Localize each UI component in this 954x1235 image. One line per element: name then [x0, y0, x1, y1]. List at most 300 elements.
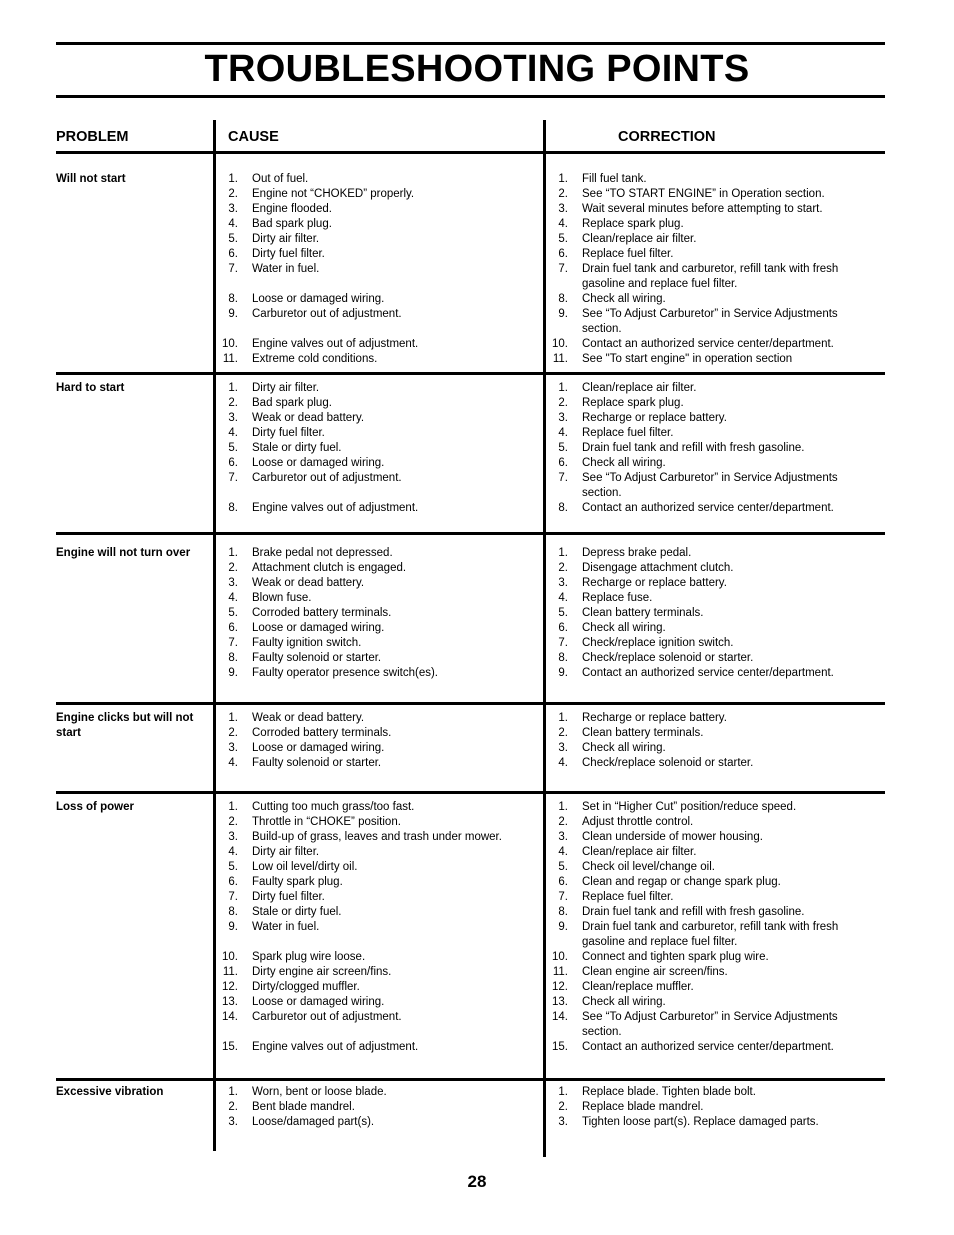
cause-item — [221, 920, 539, 935]
cause-item — [221, 546, 539, 561]
item-number: 2. — [228, 562, 238, 574]
item-number: 9. — [228, 308, 238, 320]
item-text: Weak or dead battery. — [252, 712, 365, 724]
item-text: Check all wiring. — [582, 996, 666, 1008]
item-number: 5. — [558, 861, 568, 873]
item-text: Recharge or replace battery. — [582, 412, 727, 424]
cause-item — [221, 875, 539, 890]
item-text: Wait several minutes before attempting to start. — [582, 203, 823, 215]
item-number: 4. — [228, 427, 238, 439]
item-number: 5. — [228, 607, 238, 619]
item-number: 7. — [558, 891, 568, 903]
correction-item — [551, 247, 885, 262]
item-text: Dirty air filter. — [252, 382, 320, 394]
item-number: 3. — [228, 831, 238, 843]
section-rule — [56, 791, 885, 794]
item-number: 10. — [222, 951, 238, 963]
item-text: Connect and tighten spark plug wire. — [582, 951, 769, 963]
item-number: 6. — [558, 622, 568, 634]
item-number: 2. — [228, 397, 238, 409]
item-number: 5. — [228, 233, 238, 245]
item-text: Replace fuel filter. — [582, 248, 674, 260]
correction-item — [551, 292, 885, 307]
correction-list — [551, 1085, 885, 1130]
item-text: Engine valves out of adjustment. — [252, 338, 419, 350]
item-number: 1. — [558, 547, 568, 559]
cause-item — [221, 651, 539, 666]
section-rule — [56, 702, 885, 705]
item-number: 6. — [228, 457, 238, 469]
header-correction: CORRECTION — [618, 129, 716, 145]
item-text: Drain fuel tank and refill with fresh gasoline. — [582, 442, 805, 454]
item-text: Replace spark plug. — [582, 218, 684, 230]
correction-item — [551, 352, 885, 367]
item-number: 8. — [558, 906, 568, 918]
item-text: Blown fuse. — [252, 592, 312, 604]
correction-item — [551, 920, 885, 935]
item-text: Carburetor out of adjustment. — [252, 1011, 402, 1023]
item-number: 1. — [228, 173, 238, 185]
cause-item — [221, 621, 539, 636]
item-text: Clean and regap or change spark plug. — [582, 876, 781, 888]
item-number: 2. — [558, 816, 568, 828]
item-text: Check all wiring. — [582, 742, 666, 754]
item-number: 10. — [552, 951, 568, 963]
item-text: Loose/damaged part(s). — [252, 1116, 375, 1128]
item-text: Loose or damaged wiring. — [252, 457, 385, 469]
correction-item — [551, 815, 885, 830]
correction-list — [551, 800, 885, 1055]
correction-item — [551, 666, 885, 681]
item-text: Tighten loose part(s). Replace damaged parts. — [582, 1116, 819, 1128]
item-number: 8. — [558, 502, 568, 514]
cause-item — [221, 965, 539, 980]
correction-item — [551, 860, 885, 875]
cause-item — [221, 980, 539, 995]
problem-label: Hard to start — [56, 382, 125, 394]
item-number: 4. — [558, 757, 568, 769]
item-text: Loose or damaged wiring. — [252, 742, 385, 754]
item-number: 6. — [558, 876, 568, 888]
correction-item — [551, 277, 885, 292]
cause-item — [221, 396, 539, 411]
item-text: Attachment clutch is engaged. — [252, 562, 407, 574]
page-number: 28 — [467, 1172, 487, 1191]
item-number: 3. — [558, 1116, 568, 1128]
item-number: 8. — [228, 502, 238, 514]
item-text: Replace fuel filter. — [582, 427, 674, 439]
item-text: Check all wiring. — [582, 293, 666, 305]
item-number: 6. — [228, 248, 238, 260]
correction-item — [551, 935, 885, 950]
item-number: 6. — [558, 457, 568, 469]
item-number: 4. — [558, 846, 568, 858]
item-text: Fill fuel tank. — [582, 173, 647, 185]
cause-item — [221, 172, 539, 187]
item-text: Build-up of grass, leaves and trash under mower. — [252, 831, 502, 843]
item-number: 1. — [558, 801, 568, 813]
correction-list — [551, 172, 885, 367]
cause-list — [221, 1085, 539, 1130]
correction-item — [551, 741, 885, 756]
item-number: 5. — [558, 607, 568, 619]
item-text: Check/replace solenoid or starter. — [582, 652, 754, 664]
correction-list — [551, 711, 885, 771]
correction-item — [551, 591, 885, 606]
item-number: 3. — [558, 577, 568, 589]
correction-item — [551, 1115, 885, 1130]
item-text: Stale or dirty fuel. — [252, 442, 342, 454]
cause-item — [221, 456, 539, 471]
item-number: 11. — [222, 966, 238, 978]
item-text: Clean/replace air filter. — [582, 846, 697, 858]
item-number: 12. — [552, 981, 568, 993]
correction-item — [551, 636, 885, 651]
item-number: 6. — [558, 248, 568, 260]
cause-item — [221, 1085, 539, 1100]
item-text: Dirty engine air screen/fins. — [252, 966, 392, 978]
item-text: Clean/replace air filter. — [582, 233, 697, 245]
item-number: 13. — [552, 996, 568, 1008]
item-number: 4. — [558, 218, 568, 230]
item-text: Disengage attachment clutch. — [582, 562, 734, 574]
item-number: 2. — [558, 397, 568, 409]
item-text: Engine valves out of adjustment. — [252, 1041, 419, 1053]
item-text: Loose or damaged wiring. — [252, 622, 385, 634]
item-text: Dirty fuel filter. — [252, 427, 325, 439]
cause-item — [221, 935, 539, 950]
cause-item — [221, 905, 539, 920]
item-number: 3. — [228, 577, 238, 589]
cause-item — [221, 441, 539, 456]
item-number: 3. — [558, 742, 568, 754]
item-text: Contact an authorized service center/department. — [582, 667, 834, 679]
item-text: See “To Adjust Carburetor” in Service Adjustments — [582, 472, 838, 484]
item-number: 5. — [228, 861, 238, 873]
item-text: Faulty ignition switch. — [252, 637, 362, 649]
correction-item — [551, 950, 885, 965]
item-text: Bad spark plug. — [252, 397, 332, 409]
correction-item — [551, 711, 885, 726]
item-number: 1. — [558, 712, 568, 724]
page-title: TROUBLESHOOTING POINTS — [204, 48, 750, 90]
item-number: 9. — [228, 921, 238, 933]
item-number: 7. — [228, 891, 238, 903]
item-number: 14. — [222, 1011, 238, 1023]
item-text: Check all wiring. — [582, 622, 666, 634]
item-number: 15. — [552, 1041, 568, 1053]
item-text: Dirty air filter. — [252, 233, 320, 245]
item-text: Dirty fuel filter. — [252, 248, 325, 260]
correction-item — [551, 830, 885, 845]
top-rule — [56, 42, 885, 45]
problem-label: Engine will not turn over — [56, 547, 191, 559]
correction-item — [551, 606, 885, 621]
correction-item — [551, 726, 885, 741]
correction-item — [551, 965, 885, 980]
item-number: 3. — [558, 831, 568, 843]
item-number: 11. — [222, 353, 238, 365]
cause-list — [221, 172, 539, 367]
item-number: 10. — [552, 338, 568, 350]
cause-item — [221, 501, 539, 516]
item-number: 3. — [558, 412, 568, 424]
item-text: Corroded battery terminals. — [252, 607, 392, 619]
cause-item — [221, 232, 539, 247]
cause-item — [221, 995, 539, 1010]
cause-item — [221, 606, 539, 621]
item-text: Dirty/clogged muffler. — [252, 981, 360, 993]
item-text: Cutting too much grass/too fast. — [252, 801, 415, 813]
item-text: Worn, bent or loose blade. — [252, 1086, 387, 1098]
item-number: 12. — [222, 981, 238, 993]
item-number: 6. — [228, 876, 238, 888]
item-number: 3. — [228, 203, 238, 215]
item-number: 8. — [228, 906, 238, 918]
cause-list — [221, 381, 539, 516]
item-text: Weak or dead battery. — [252, 577, 365, 589]
item-number: 1. — [558, 173, 568, 185]
item-number: 4. — [558, 592, 568, 604]
item-text: section. — [582, 1026, 622, 1038]
correction-item — [551, 845, 885, 860]
item-number: 14. — [552, 1011, 568, 1023]
item-number: 11. — [552, 966, 568, 978]
correction-item — [551, 576, 885, 591]
correction-item — [551, 501, 885, 516]
item-text: Throttle in “CHOKE” position. — [252, 816, 401, 828]
item-number: 4. — [228, 592, 238, 604]
item-number: 8. — [228, 293, 238, 305]
cause-item — [221, 726, 539, 741]
item-number: 13. — [222, 996, 238, 1008]
cause-item — [221, 1040, 539, 1055]
item-number: 9. — [558, 667, 568, 679]
item-number: 2. — [558, 562, 568, 574]
correction-item — [551, 187, 885, 202]
cause-item — [221, 800, 539, 815]
cause-item — [221, 950, 539, 965]
section-rule — [56, 372, 885, 375]
cause-item — [221, 845, 539, 860]
item-text: Extreme cold conditions. — [252, 353, 378, 365]
item-number: 3. — [228, 412, 238, 424]
correction-item — [551, 396, 885, 411]
correction-item — [551, 426, 885, 441]
correction-item — [551, 381, 885, 396]
cause-item — [221, 666, 539, 681]
item-text: See "To start engine" in operation section — [582, 353, 793, 365]
item-text: See “TO START ENGINE” in Operation section. — [582, 188, 825, 200]
correction-item — [551, 905, 885, 920]
cause-item — [221, 307, 539, 322]
item-text: Clean/replace air filter. — [582, 382, 697, 394]
correction-item — [551, 202, 885, 217]
item-number: 4. — [228, 218, 238, 230]
item-text: Loose or damaged wiring. — [252, 996, 385, 1008]
item-text: Drain fuel tank and carburetor, refill tank with fresh — [582, 263, 839, 275]
item-text: Low oil level/dirty oil. — [252, 861, 358, 873]
item-text: Clean battery terminals. — [582, 607, 704, 619]
correction-item — [551, 980, 885, 995]
cause-item — [221, 1025, 539, 1040]
item-number: 5. — [228, 442, 238, 454]
item-text: Brake pedal not depressed. — [252, 547, 393, 559]
cause-item — [221, 486, 539, 501]
item-number: 8. — [558, 293, 568, 305]
item-text: Recharge or replace battery. — [582, 577, 727, 589]
cause-item — [221, 890, 539, 905]
item-text: Contact an authorized service center/department. — [582, 338, 834, 350]
correction-list — [551, 381, 885, 516]
cause-item — [221, 292, 539, 307]
cause-item — [221, 711, 539, 726]
item-text: Engine valves out of adjustment. — [252, 502, 419, 514]
header-problem: PROBLEM — [56, 129, 129, 145]
item-text: See “To Adjust Carburetor” in Service Adjustments — [582, 1011, 838, 1023]
item-text: Carburetor out of adjustment. — [252, 308, 402, 320]
cause-item — [221, 217, 539, 232]
header-cause: CAUSE — [228, 129, 279, 145]
item-text: Adjust throttle control. — [582, 816, 694, 828]
item-text: Clean engine air screen/fins. — [582, 966, 728, 978]
item-number: 4. — [558, 427, 568, 439]
cause-item — [221, 262, 539, 277]
cause-item — [221, 426, 539, 441]
item-number: 2. — [228, 727, 238, 739]
item-text: Contact an authorized service center/department. — [582, 502, 834, 514]
correction-item — [551, 486, 885, 501]
correction-item — [551, 1100, 885, 1115]
correction-item — [551, 471, 885, 486]
item-text: Spark plug wire loose. — [252, 951, 366, 963]
cause-item — [221, 576, 539, 591]
correction-item — [551, 337, 885, 352]
cause-item — [221, 591, 539, 606]
item-number: 3. — [558, 203, 568, 215]
correction-item — [551, 1010, 885, 1025]
item-number: 2. — [558, 188, 568, 200]
item-text: See “To Adjust Carburetor” in Service Adjustments — [582, 308, 838, 320]
item-text: Engine not “CHOKED” properly. — [252, 188, 415, 200]
correction-item — [551, 995, 885, 1010]
item-text: Set in “Higher Cut” position/reduce speed. — [582, 801, 797, 813]
item-text: Replace fuel filter. — [582, 891, 674, 903]
correction-item — [551, 621, 885, 636]
item-text: section. — [582, 487, 622, 499]
item-text: Dirty fuel filter. — [252, 891, 325, 903]
correction-item — [551, 561, 885, 576]
item-number: 7. — [558, 637, 568, 649]
item-number: 9. — [228, 667, 238, 679]
item-number: 7. — [228, 637, 238, 649]
cause-item — [221, 1100, 539, 1115]
item-text: Check/replace ignition switch. — [582, 637, 734, 649]
item-text: Bent blade mandrel. — [252, 1101, 355, 1113]
correction-item — [551, 800, 885, 815]
item-number: 1. — [228, 382, 238, 394]
cause-item — [221, 322, 539, 337]
item-text: Engine flooded. — [252, 203, 332, 215]
correction-item — [551, 307, 885, 322]
item-text: gasoline and replace fuel filter. — [582, 936, 738, 948]
item-text: Water in fuel. — [252, 263, 320, 275]
item-number: 5. — [558, 233, 568, 245]
cause-item — [221, 337, 539, 352]
cause-item — [221, 381, 539, 396]
item-text: section. — [582, 323, 622, 335]
item-number: 5. — [558, 442, 568, 454]
item-text: Stale or dirty fuel. — [252, 906, 342, 918]
item-text: Check oil level/change oil. — [582, 861, 715, 873]
item-number: 2. — [228, 816, 238, 828]
correction-item — [551, 875, 885, 890]
item-number: 15. — [222, 1041, 238, 1053]
item-number: 2. — [558, 1101, 568, 1113]
item-text: Faulty solenoid or starter. — [252, 652, 382, 664]
cause-list — [221, 800, 539, 1055]
column-divider-left — [213, 120, 216, 1151]
item-number: 7. — [558, 263, 568, 275]
cause-item — [221, 471, 539, 486]
item-text: Loose or damaged wiring. — [252, 293, 385, 305]
item-number: 7. — [228, 472, 238, 484]
correction-list — [551, 546, 885, 681]
correction-item — [551, 217, 885, 232]
cause-item — [221, 741, 539, 756]
cause-item — [221, 860, 539, 875]
item-text: Corroded battery terminals. — [252, 727, 392, 739]
item-number: 7. — [558, 472, 568, 484]
item-text: gasoline and replace fuel filter. — [582, 278, 738, 290]
cause-item — [221, 1010, 539, 1025]
item-number: 1. — [558, 382, 568, 394]
item-number: 1. — [228, 547, 238, 559]
problem-label: Will not start — [56, 173, 126, 185]
item-number: 6. — [228, 622, 238, 634]
item-text: Dirty air filter. — [252, 846, 320, 858]
item-number: 8. — [558, 652, 568, 664]
item-number: 11. — [552, 353, 568, 365]
item-number: 1. — [228, 801, 238, 813]
header-rule — [56, 151, 885, 154]
item-text: Water in fuel. — [252, 921, 320, 933]
section-rule — [56, 532, 885, 535]
item-text: Depress brake pedal. — [582, 547, 692, 559]
item-number: 2. — [228, 1101, 238, 1113]
item-number: 1. — [228, 1086, 238, 1098]
cause-item — [221, 277, 539, 292]
item-text: Replace spark plug. — [582, 397, 684, 409]
item-text: Check/replace solenoid or starter. — [582, 757, 754, 769]
problem-label: Excessive vibration — [56, 1086, 164, 1098]
item-number: 4. — [228, 757, 238, 769]
cause-item — [221, 187, 539, 202]
correction-item — [551, 1040, 885, 1055]
cause-item — [221, 247, 539, 262]
correction-item — [551, 456, 885, 471]
item-text: Check all wiring. — [582, 457, 666, 469]
cause-item — [221, 636, 539, 651]
correction-item — [551, 890, 885, 905]
cause-item — [221, 756, 539, 771]
title-bottom-rule — [56, 95, 885, 98]
item-text: Weak or dead battery. — [252, 412, 365, 424]
item-text: Drain fuel tank and refill with fresh gasoline. — [582, 906, 805, 918]
item-text: Replace blade. Tighten blade bolt. — [582, 1086, 756, 1098]
cause-item — [221, 815, 539, 830]
item-text: Faulty spark plug. — [252, 876, 343, 888]
